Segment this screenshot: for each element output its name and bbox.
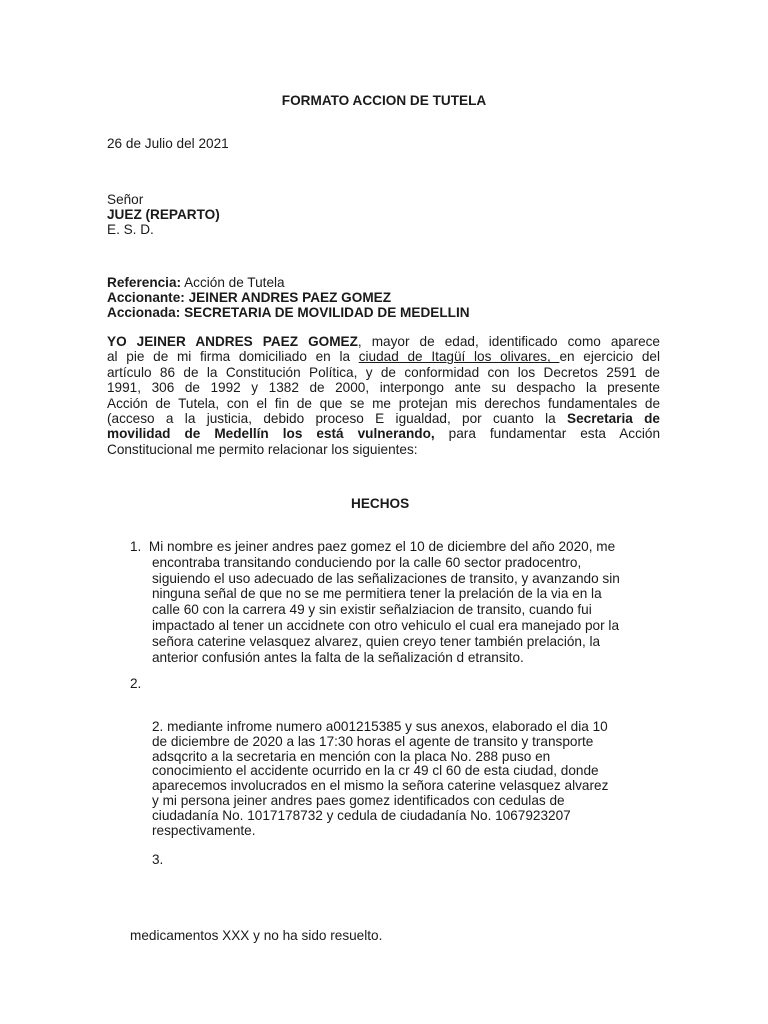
reference-label: Referencia: (107, 275, 182, 290)
accionada-value: SECRETARIA DE MOVILIDAD DE MEDELLIN (184, 305, 470, 320)
intro-line: 1991, 306 de 1992 y 1382 de 2000, interpongo ante su despacho la presente (107, 380, 660, 396)
accionada-label: Accionada: (107, 305, 181, 320)
hecho-line: conocimiento el accidente ocurrido en la cr 49 cl 60 de esta ciudad, donde (152, 763, 599, 779)
hecho-line: siguiendo el uso adecuado de las señalizaciones de transito, y avanzando sin (152, 570, 620, 586)
document-date: 26 de Julio del 2021 (107, 136, 229, 151)
intro-line (107, 411, 660, 426)
accionada-line (107, 305, 470, 321)
intro-line: artículo 86 de la Constitución Política, y de conformidad con los Decretos 2591 de (107, 364, 660, 380)
hecho-line: de diciembre de 2020 a las 17:30 horas el agente de transito y transporte (152, 733, 594, 749)
intro-line (107, 334, 660, 349)
salutation: Señor (107, 192, 144, 207)
hecho-line: anterior confusión antes la falta de la señalización d etransito. (152, 649, 524, 665)
accionante-line (107, 290, 391, 306)
intro-line (107, 426, 660, 441)
addressee-judge: JUEZ (REPARTO) (107, 207, 220, 222)
hecho-line: calle 60 con la carrera 49 y sin existir señalziacion de transito, cuando fui (152, 602, 592, 618)
intro-line (107, 349, 660, 364)
hecho-number: 1. (130, 539, 142, 554)
hecho-line (130, 539, 690, 555)
reference-value: Acción de Tutela (184, 275, 285, 290)
intro-underlined-city: ciudad de Itagüí los olivares, (358, 349, 560, 365)
intro-text: para fundamentar esta Acción (434, 426, 661, 442)
reference-line (107, 275, 285, 291)
hecho-text: Mi nombre es jeiner andres paez gomez el 10 de diciembre del año 2020, me (148, 539, 616, 554)
intro-bold-name: YO JEINER ANDRES PAEZ GOMEZ (107, 334, 358, 349)
hecho-line: ninguna señal de que no se me permitiera tener la prelación de la via en la (152, 586, 602, 602)
hecho-2 (152, 720, 672, 838)
hecho-line: encontraba transitando conduciendo por la calle 60 sector pradocentro, (152, 554, 582, 570)
intro-line: Constitucional me permito relacionar los siguientes: (107, 441, 418, 457)
hecho-line: 2. mediante infrome numero a001215385 y sus anexos, elaborado el dia 10 (152, 719, 608, 734)
hecho-2-number: 2. (130, 676, 142, 691)
hecho-line: impactado al tener un accidnete con otro vehiculo el cual era manejado por la (152, 617, 620, 633)
hecho-line: señora caterine velasquez alvarez, quien creyo tener también prelación, la (152, 633, 601, 649)
hecho-line: ciudadanía No. 1017178732 y cedula de ciudadanía No. 1067923207 (152, 807, 571, 823)
accionante-value: JEINER ANDRES PAEZ GOMEZ (188, 290, 392, 305)
intro-line: Acción de Tutela, con el fin de que se me protejan mis derechos fundamentales de (107, 395, 660, 411)
closing-text: medicamentos XXX y no ha sido resuelto. (130, 928, 383, 943)
hecho-line: respectivamente. (152, 822, 256, 838)
intro-text: en ejercicio del (559, 349, 660, 365)
addressee-esd: E. S. D. (107, 222, 154, 237)
intro-text: , mayor de edad, identificado como aparece (357, 334, 660, 349)
hecho-3-number: 3. (152, 852, 164, 867)
hecho-line: adsqcrito a la secretaria en mención con la placa No. 288 puso en (152, 748, 551, 764)
hecho-1 (130, 539, 690, 665)
intro-text: al pie de mi firma domiciliado en la (107, 349, 359, 365)
intro-text: (acceso a la justicia, debido proceso E igualdad, por cuanto la (107, 411, 568, 427)
document-title: FORMATO ACCION DE TUTELA (281, 93, 487, 108)
hecho-line: y mi persona jeiner andres paes gomez identificados con cedulas de (152, 792, 565, 808)
intro-bold-text: Secretaria de (567, 411, 660, 427)
intro-bold-text: movilidad de Medellín los está vulnerando, (107, 426, 435, 442)
accionante-label: Accionante: (107, 290, 185, 305)
intro-paragraph (107, 334, 660, 457)
hechos-heading: HECHOS (351, 496, 410, 511)
hecho-line: aparecemos involucrados en el mismo la señora caterine velasquez alvarez (152, 778, 609, 794)
